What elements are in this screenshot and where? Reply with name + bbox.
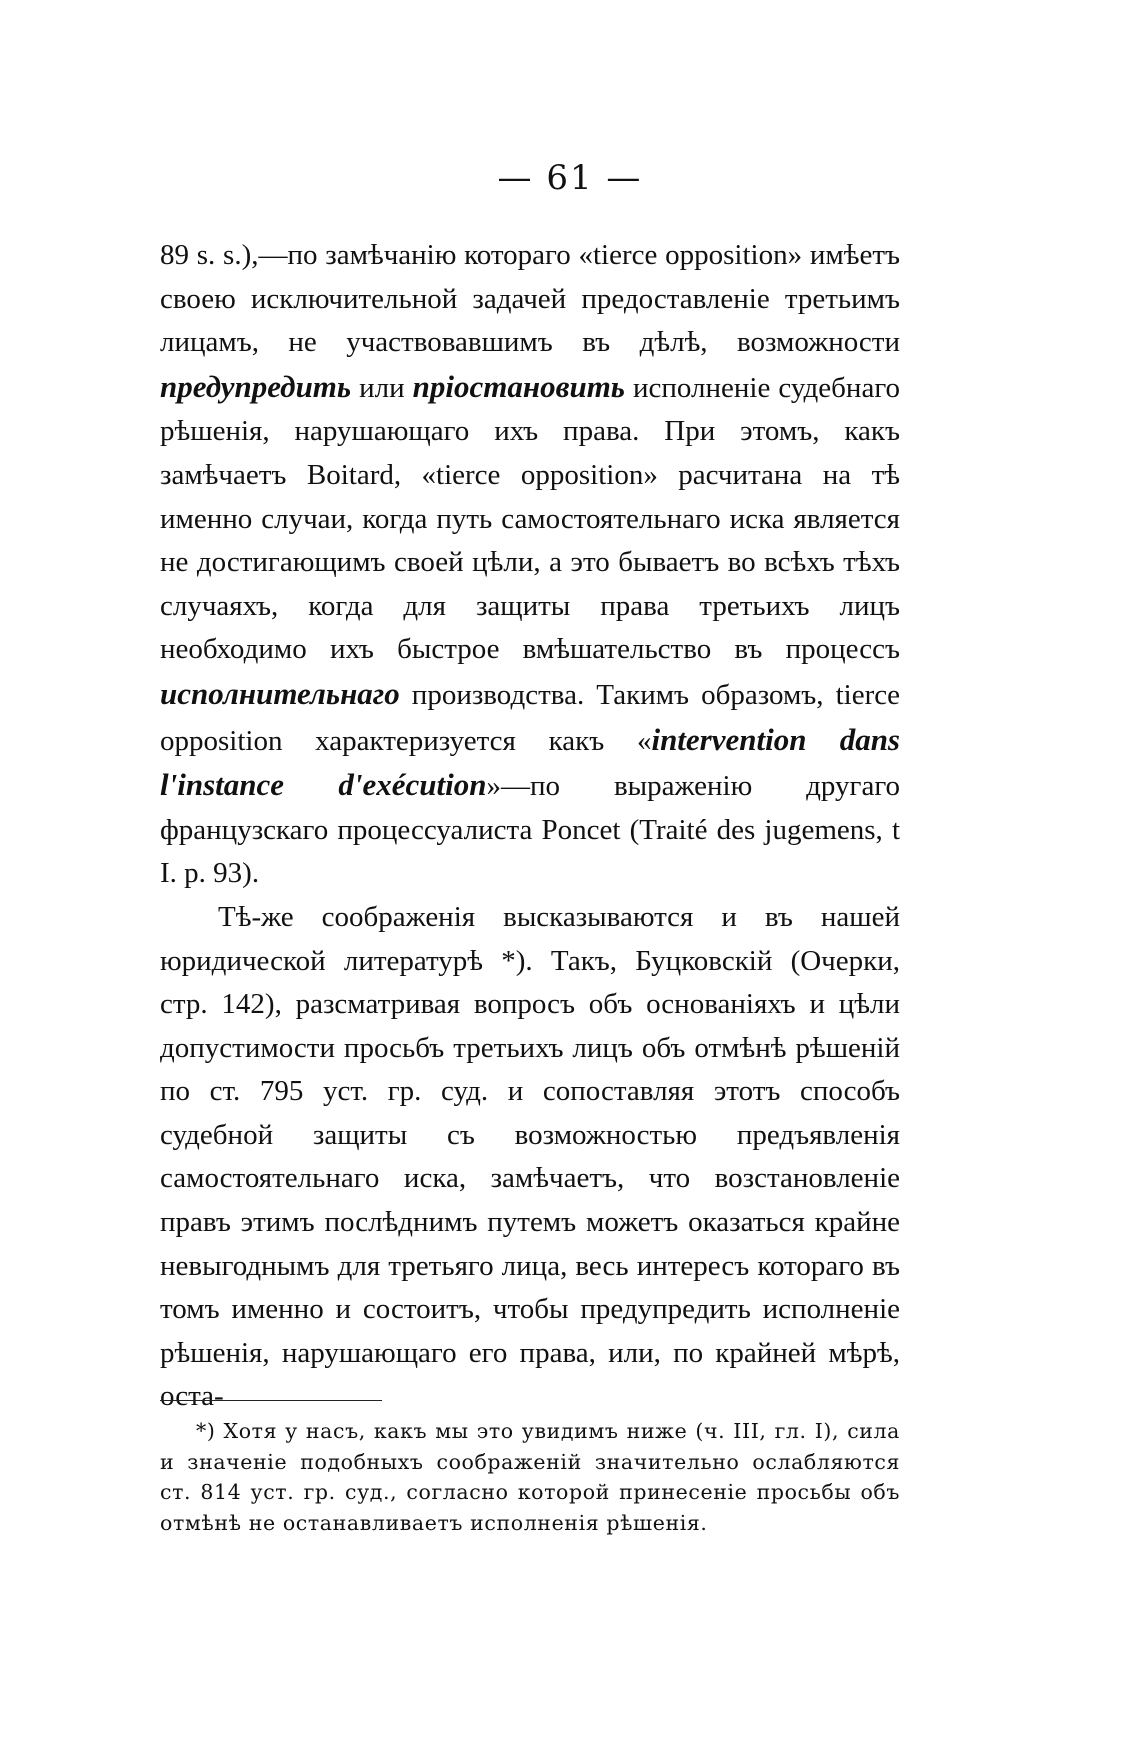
paragraph-1: 89 s. s.),—по замѣчанію котораго «tierce opposition» имѣетъ своею исключительной задачей предоставленіе третьимъ лицамъ, не участвовавшимъ въ дѣлѣ, возможности предупредить или пріостановить исполненіе судебнаго рѣшенія, нарушающаго ихъ права. При этомъ, какъ замѣчаетъ Boitard, «tierce opposition» расчитана на тѣ именно случаи, когда путь самостоятельнаго иска является не достигающимъ своей цѣли, а это бываетъ во всѣхъ тѣхъ случаяхъ, когда для защиты права третьихъ лицъ необходимо ихъ быстрое вмѣшательство въ процессъ исполнительнаго производства. Такимъ образомъ, tierce opposition характеризуется какъ «intervention dans l'instance d'exécution»—по выраженію другаго французскаго процессуалиста Poncet (Traité des jugemens, t I. p. 93). bbox=[160, 239, 900, 890]
page-number: — 61 — bbox=[497, 158, 643, 198]
footnote bbox=[160, 1416, 900, 1538]
footnote-divider bbox=[160, 1400, 382, 1401]
italic-term: пріостановить bbox=[412, 368, 625, 404]
main-text bbox=[160, 234, 900, 1419]
paragraph-2: Тѣ-же соображенія высказываются и въ нашей юридической литературѣ *). Такъ, Буцковскій (Очерки, стр. 142), разсматривая вопросъ объ основаніяхъ и цѣли допустимости просьбъ третьихъ лицъ объ отмѣнѣ рѣшеній по ст. 795 уст. гр. суд. и сопоставляя этотъ способъ судебной защиты съ возможностью предъявленія самостоятельнаго иска, замѣчаетъ, что возстановленіе правъ этимъ послѣднимъ путемъ можетъ оказаться крайне невыгоднымъ для третьяго лица, весь интересъ котораго въ томъ именно и состоитъ, чтобы предупредить исполненіе рѣшенія, нарушающаго его права, или, по крайней мѣрѣ, оста- bbox=[160, 900, 900, 1413]
footnote-text: *) Хотя у насъ, какъ мы это увидимъ ниже (ч. III, гл. I), сила и значеніе подобныхъ соображеній значительно ослабляются ст. 814 уст. гр. суд., согласно которой принесеніе просьбы объ отмѣнѣ не останавливаетъ исполненія рѣшенія. bbox=[160, 1419, 900, 1535]
italic-term: исполнительнаго bbox=[160, 675, 400, 711]
italic-term: предупредить bbox=[160, 368, 352, 404]
italic-term: intervention dans l'instance d'exécution bbox=[160, 721, 900, 803]
